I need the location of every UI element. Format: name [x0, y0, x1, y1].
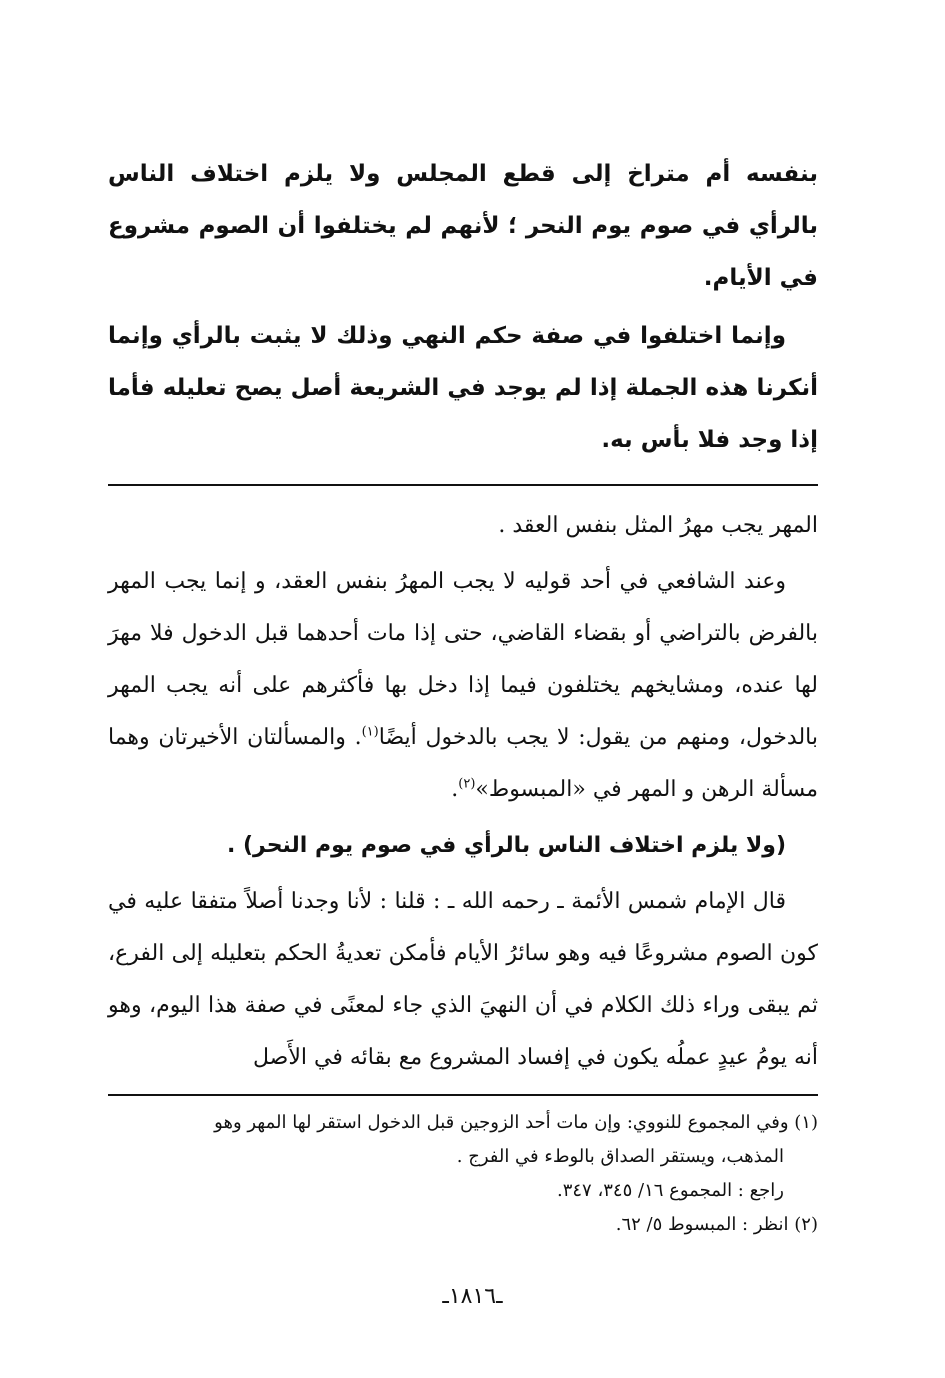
footnote-1-reference: راجع : المجموع ١٦/ ٣٤٥، ٣٤٧.	[556, 1180, 784, 1201]
commentary-paragraph-2-part-1: وعند الشافعي في أحد قوليه لا يجب المهرُ بنفس العقد، و إنما يجب المهر بالفرض بالتراضي أو بقضاء القاضي، حتى إذا مات أحدهما قبل الدخول فلا مهرَ لها عنده، ومشايخهم يختلفون فيما إذا دخل بها فأكثرهم على أنه يجب المهر بالدخول، ومنهم من يقول: لا يجب بالدخول أيضًا	[108, 569, 818, 750]
commentary-paragraph-2	[108, 556, 818, 816]
commentary-paragraph-1: المهر يجب مهرُ المثل بنفس العقد .	[498, 513, 818, 538]
footnotes	[108, 1106, 818, 1242]
main-paragraph-2: وإنما اختلفوا في صفة حكم النهي وذلك لا يثبت بالرأي وإنما أنكرنا هذه الجملة إذا لم يوجد في الشريعة أصل يصح تعليله فأما إذا وجد فلا بأس به.	[108, 323, 818, 453]
commentary-paragraph-3: قال الإمام شمس الأئمة ـ رحمه الله ـ : قلنا : لأنا وجدنا أصلاً متفقا عليه في كون الصوم مشروعًا فيه وهو سائرُ الأيام فأمكن تعديةُ الحكم بتعليله إلى الفرع، ثم يبقى وراء ذلك الكلام في أن النهيَ الذي جاء لمعنًى في صفة هذا اليوم، وهو أنه يومُ عيدٍ عملُه يكون في إفساد المشروع مع بقائه في الأَصل	[108, 889, 818, 1070]
main-paragraph-1: بنفسه أم متراخ إلى قطع المجلس ولا يلزم اختلاف الناس بالرأي في صوم يوم النحر ؛ لأنهم لم يختلفوا أن الصوم مشروع في الأيام.	[108, 161, 818, 291]
commentary-paragraph-2-part-2: . والمسألتان الأخيرتان وهما مسألة الرهن و المهر في «المبسوط»	[108, 725, 818, 802]
main-divider	[108, 484, 818, 486]
footnote-1: (١) وفي المجموع للنووي: وإن مات أحد الزوجين قبل الدخول استقر لها المهر وهو	[214, 1112, 818, 1133]
page-content	[108, 148, 818, 1242]
footnote-1-continuation: المذهب، ويستقر الصداق بالوطء في الفرج .	[456, 1146, 784, 1167]
footnote-ref-1[interactable]: (١)	[361, 724, 379, 740]
commentary	[108, 500, 818, 1084]
footnote-ref-2[interactable]: (٢)	[458, 776, 476, 792]
commentary-heading: (ولا يلزم اختلاف الناس بالرأي في صوم يوم النحر) .	[226, 833, 786, 858]
page-number: ـ١٨١٦ـ	[442, 1284, 503, 1309]
footnote-2: (٢) انظر : المبسوط ٥/ ٦٢.	[615, 1214, 818, 1235]
footnote-divider	[108, 1094, 818, 1096]
main-text	[108, 148, 818, 466]
commentary-paragraph-2-end: .	[451, 777, 459, 802]
